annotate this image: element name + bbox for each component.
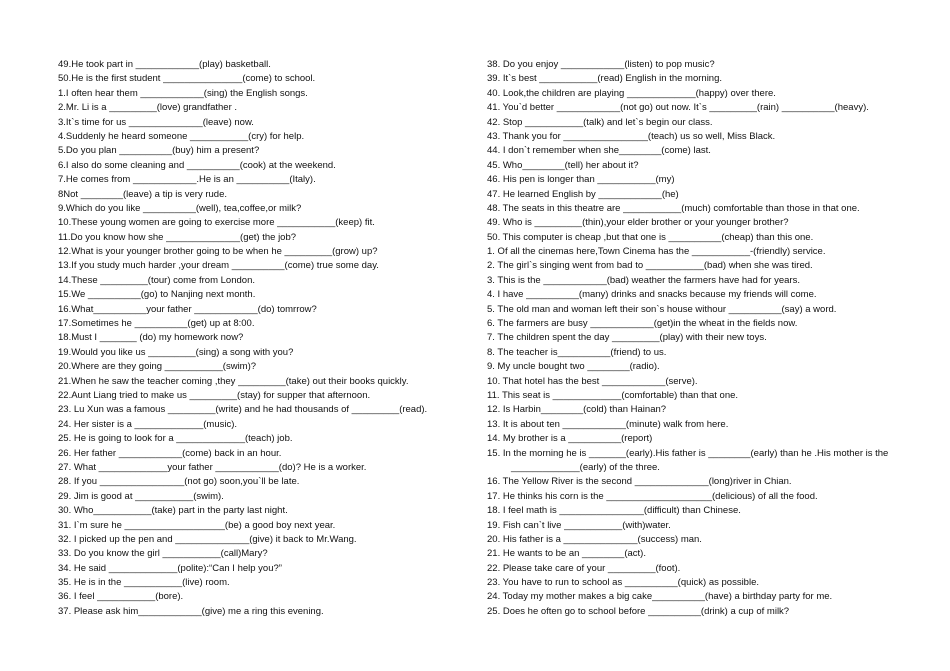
exercise-line: 18.Must I _______ (do) my homework now?	[58, 332, 244, 344]
exercise-line: 26. Her father ____________(come) back in an hour.	[58, 447, 282, 459]
exercise-line: 24. Her sister is a _____________(music).	[58, 418, 238, 430]
exercise-line: 9. My uncle bought two ________(radio).	[487, 361, 660, 373]
exercise-line: 5. The old man and woman left their son`s house withour __________(say) a word.	[487, 303, 837, 315]
exercise-line: 46. His pen is longer than ___________(my)	[487, 174, 675, 186]
exercise-line: 50.He is the first student _______________(come) to school.	[58, 73, 316, 85]
exercise-line: 1.I often hear them ____________(sing) the English songs.	[58, 87, 308, 99]
exercise-line: 34. He said _____________(polite):“Can I help you?”	[58, 562, 282, 574]
exercise-line: 23. You have to run to school as __________(quick) as possible.	[487, 577, 759, 589]
exercise-line: 30. Who___________(take) part in the party last night.	[58, 505, 288, 517]
exercise-line: 7.He comes from ____________.He is an __________(Italy).	[58, 174, 316, 186]
exercise-line: 43. Thank you for ________________(teach) us so well, Miss Black.	[487, 130, 776, 142]
exercise-line: 47. He learned English by ____________(he)	[487, 188, 679, 200]
exercise-line: 7. The children spent the day _________(play) with their new toys.	[487, 332, 767, 344]
exercise-line: 49. Who is _________(thin),your elder brother or your younger brother?	[487, 217, 789, 229]
exercise-line: 16.What__________your father ____________(do) tomrrow?	[58, 303, 317, 315]
exercise-line: 2.Mr. Li is a _________(love) grandfather .	[58, 102, 238, 114]
exercise-line: 11.Do you know how she ______________(get) the job?	[58, 231, 297, 243]
exercise-line: 14. My brother is a __________(report)	[487, 433, 653, 445]
exercise-line: 17. He thinks his corn is the ____________________(delicious) of all the food.	[487, 490, 818, 502]
exercise-line: 42. Stop ___________(talk) and let`s begin our class.	[487, 116, 713, 128]
exercise-line: 15. In the morning he is _______(early).His father is ________(early) than he .His mother is the	[487, 447, 889, 459]
exercise-line: 50. This computer is cheap ,but that one is __________(cheap) than this one.	[487, 231, 814, 243]
exercise-line: 10.These young women are going to exercise more ___________(keep) fit.	[58, 217, 375, 229]
exercise-line: 6.I also do some cleaning and __________(cook) at the weekend.	[58, 159, 336, 171]
exercise-line: 20.Where are they going ___________(swim)?	[58, 361, 257, 373]
exercise-line: 8Not ________(leave) a tip is very rude.	[58, 188, 227, 200]
exercise-line: 37. Please ask him____________(give) me a ring this evening.	[58, 605, 324, 617]
exercise-line: 21. He wants to be an ________(act).	[487, 548, 646, 560]
exercise-line: 4.Suddenly he heard someone ___________(cry) for help.	[58, 130, 305, 142]
exercise-line: 2. The girl`s singing went from bad to ___________(bad) when she was tired.	[487, 260, 813, 272]
exercise-line: 31. I`m sure he ___________________(be) a good boy next year.	[58, 519, 336, 531]
exercise-line: 6. The farmers are busy ____________(get)in the wheat in the fields now.	[487, 318, 798, 330]
exercise-line: 10. That hotel has the best ____________(serve).	[487, 375, 698, 387]
exercise-line: 36. I feel ___________(bore).	[58, 591, 184, 603]
exercise-line: 8. The teacher is__________(friend) to us.	[487, 346, 667, 358]
exercise-line: 44. I don`t remember when she________(come) last.	[487, 145, 711, 157]
exercise-line: 35. He is in the ___________(live) room.	[58, 577, 230, 589]
exercise-line: 24. Today my mother makes a big cake__________(have) a birthday party for me.	[487, 591, 833, 603]
exercise-line: 1. Of all the cinemas here,Town Cinema has the ___________-(friendly) service.	[487, 246, 826, 258]
exercise-line: 16. The Yellow River is the second ______________(long)river in Chian.	[487, 476, 792, 488]
exercise-line: 40. Look,the children are playing _____________(happy) over there.	[487, 87, 776, 99]
exercise-line: 41. You`d better ____________(not go) out now. It`s _________(rain) __________(heavy).	[487, 102, 869, 114]
exercise-line: 20. His father is a ______________(success) man.	[487, 533, 702, 545]
exercise-line: 29. Jim is good at ___________(swim).	[58, 490, 224, 502]
exercise-line: 12.What is your younger brother going to be when he _________(grow) up?	[58, 246, 378, 258]
exercise-line: 45. Who________(tell) her about it?	[487, 159, 639, 171]
exercise-line: 48. The seats in this theatre are ___________(much) comfortable than those in that one.	[487, 202, 860, 214]
right-column	[487, 58, 899, 619]
left-column	[58, 58, 458, 619]
exercise-line: 32. I picked up the pen and ______________(give) it back to Mr.Wang.	[58, 533, 357, 545]
exercise-line: 25. He is going to look for a _____________(teach) job.	[58, 433, 293, 445]
exercise-line: 19.Would you like us _________(sing) a song with you?	[58, 346, 294, 358]
exercise-line: 23. Lu Xun was a famous _________(write) and he had thousands of _________(read).	[58, 404, 428, 416]
exercise-line: 38. Do you enjoy ____________(listen) to pop music?	[487, 59, 715, 70]
exercise-line: 22. Please take care of your _________(foot).	[487, 562, 681, 574]
exercise-line: 17.Sometimes he __________(get) up at 8:00.	[58, 318, 255, 330]
exercise-line: 27. What _____________your father ____________(do)? He is a worker.	[58, 461, 367, 473]
exercise-line: 39. It`s best ___________(read) English in the morning.	[487, 73, 723, 85]
exercise-line: 18. I feel math is ________________(difficult) than Chinese.	[487, 505, 741, 517]
exercise-line: 4. I have __________(many) drinks and snacks because my friends will come.	[487, 289, 817, 301]
exercise-line: 14.These _________(tour) come from London.	[58, 274, 255, 286]
exercise-line-continuation: _____________(early) of the three.	[511, 461, 660, 473]
exercise-line: 13.If you study much harder ,your dream __________(come) true some day.	[58, 260, 379, 272]
exercise-line: 9.Which do you like __________(well), tea,coffee,or milk?	[58, 202, 302, 214]
exercise-line: 19. Fish can`t live ___________(with)water.	[487, 519, 671, 531]
exercise-line: 3. This is the ____________(bad) weather the farmers have had for years.	[487, 274, 800, 286]
exercise-line: 13. It is about ten ____________(minute) walk from here.	[487, 418, 729, 430]
exercise-line: 22.Aunt Liang tried to make us _________(stay) for supper that afternoon.	[58, 389, 371, 401]
exercise-line: 12. Is Harbin________(cold) than Hainan?	[487, 404, 667, 416]
exercise-line: 21.When he saw the teacher coming ,they _________(take) out their books quickly.	[58, 375, 409, 387]
exercise-line: 3.It`s time for us ______________(leave) now.	[58, 116, 254, 128]
exercise-line: 49.He took part in ____________(play) basketball.	[58, 59, 271, 70]
exercise-line: 28. If you ________________(not go) soon,you`ll be late.	[58, 476, 300, 488]
exercise-line: 11. This seat is _____________(comfortable) than that one.	[487, 389, 739, 401]
exercise-line: 15.We __________(go) to Nanjing next month.	[58, 289, 256, 301]
exercise-line: 33. Do you know the girl ___________(call)Mary?	[58, 548, 268, 560]
exercise-line: 5.Do you plan __________(buy) him a present?	[58, 145, 260, 157]
exercise-line: 25. Does he often go to school before __________(drink) a cup of milk?	[487, 605, 790, 617]
